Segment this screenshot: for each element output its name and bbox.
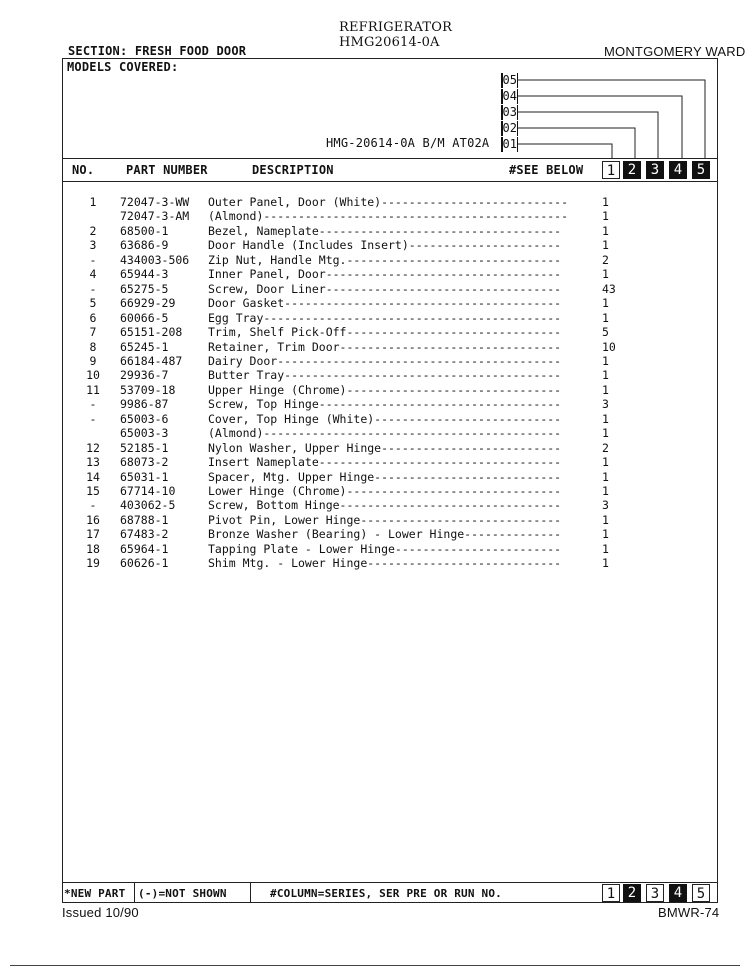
- part-no: 8: [89, 339, 97, 354]
- part-quantity: 1: [602, 368, 609, 383]
- footer-top-rule: [62, 882, 718, 883]
- part-description: Tapping Plate - Lower Hinge------------------------: [208, 541, 562, 556]
- part-number: 65003-6: [120, 411, 169, 426]
- part-description: Door Handle (Includes Insert)----------------------: [208, 238, 562, 253]
- column-note: #COLUMN=SERIES, SER PRE OR RUN NO.: [270, 887, 502, 900]
- part-quantity: 1: [602, 296, 609, 311]
- part-quantity: 1: [602, 209, 609, 224]
- part-no: 4: [89, 267, 97, 282]
- part-description: Dairy Door-----------------------------------------: [208, 353, 562, 368]
- part-quantity: 1: [602, 382, 609, 397]
- part-quantity: 1: [602, 238, 609, 253]
- part-number: 65964-1: [120, 541, 169, 556]
- header-bottom-rule: [62, 181, 718, 182]
- part-no: 7: [89, 325, 97, 340]
- part-quantity: 43: [602, 281, 616, 296]
- table-row: [0, 340, 750, 354]
- table-row: [0, 267, 750, 281]
- part-description: Egg Tray-------------------------------------------: [208, 310, 562, 325]
- part-number: 63686-9: [120, 238, 169, 253]
- part-no: -: [89, 498, 97, 513]
- part-no: 17: [86, 527, 100, 542]
- table-row: [0, 397, 750, 411]
- part-description: Cover, Top Hinge (White)---------------------------: [208, 411, 562, 426]
- part-no: -: [89, 252, 97, 267]
- table-row: [0, 527, 750, 541]
- part-no: -: [89, 281, 97, 296]
- part-description: Upper Hinge (Chrome)-------------------------------: [208, 382, 562, 397]
- footer-series-4: 4: [669, 884, 687, 902]
- part-number: 60626-1: [120, 556, 169, 571]
- not-shown-legend: (-)=NOT SHOWN: [138, 887, 227, 900]
- part-description: Lower Hinge (Chrome)-------------------------------: [208, 484, 562, 498]
- part-quantity: 1: [602, 310, 609, 325]
- part-description: (Almond)-------------------------------------------: [208, 426, 562, 441]
- part-quantity: 1: [602, 267, 609, 282]
- model-tab-02: 02: [502, 121, 517, 135]
- part-number: 66929-29: [120, 296, 176, 311]
- part-quantity: 2: [602, 252, 609, 267]
- part-description: Inner Panel, Door----------------------------------: [208, 267, 562, 282]
- brand-name: MONTGOMERY WARD: [604, 44, 746, 59]
- part-description: Screw, Bottom Hinge--------------------------------: [208, 498, 562, 513]
- part-number: 66184-487: [120, 353, 183, 368]
- part-number: 65275-5: [120, 281, 169, 296]
- col-description: DESCRIPTION: [252, 163, 334, 177]
- models-covered-label: MODELS COVERED:: [67, 60, 179, 74]
- part-number: 68073-2: [120, 455, 169, 470]
- part-quantity: 1: [602, 512, 609, 527]
- part-description: Trim, Shelf Pick-Off-------------------------------: [208, 325, 562, 340]
- part-number: 403062-5: [120, 498, 176, 513]
- table-row: [0, 253, 750, 267]
- table-row: [0, 195, 750, 209]
- part-quantity: 1: [602, 541, 609, 556]
- part-description: Bezel, Nameplate-----------------------------------: [208, 223, 562, 238]
- table-row: [0, 513, 750, 527]
- series-col-4: 4: [669, 161, 687, 179]
- part-number: 53709-18: [120, 382, 176, 397]
- table-row: [0, 556, 750, 570]
- series-col-3: 3: [646, 161, 664, 179]
- model-tab-05: 05: [502, 73, 517, 87]
- part-no: 16: [86, 512, 100, 527]
- part-no: 15: [86, 484, 100, 498]
- new-part-legend: *NEW PART: [64, 887, 126, 900]
- part-quantity: 1: [602, 484, 609, 498]
- part-description: Door Gasket----------------------------------------: [208, 296, 562, 311]
- part-no: 11: [86, 382, 100, 397]
- section-label: SECTION: FRESH FOOD DOOR: [68, 44, 247, 58]
- part-no: 2: [89, 223, 97, 238]
- part-description: Butter Tray----------------------------------------: [208, 368, 562, 383]
- series-col-5: 5: [692, 161, 710, 179]
- table-row: [0, 455, 750, 469]
- footer-divider-1: [134, 883, 135, 902]
- part-description: Screw, Top Hinge-----------------------------------: [208, 397, 562, 412]
- model-tab-connectors: [0, 0, 750, 170]
- part-number: 60066-5: [120, 310, 169, 325]
- part-number: 434003-506: [120, 252, 190, 267]
- table-row: [0, 383, 750, 397]
- document-code: BMWR-74: [658, 905, 720, 920]
- models-covered-line: HMG-20614-0A B/M AT02A: [326, 136, 490, 150]
- part-number: 65944-3: [120, 267, 169, 282]
- part-number: 52185-1: [120, 440, 169, 455]
- model-tab-03: 03: [502, 105, 517, 119]
- part-quantity: 1: [602, 426, 609, 441]
- table-row: [0, 354, 750, 368]
- part-description: Zip Nut, Handle Mtg.-------------------------------: [208, 252, 562, 267]
- part-description: (Almond)--------------------------------------------: [208, 209, 569, 224]
- part-no: 6: [89, 310, 97, 325]
- part-description: Nylon Washer, Upper Hinge--------------------------: [208, 440, 562, 455]
- footer-series-2: 2: [623, 884, 641, 902]
- part-quantity: 10: [602, 339, 616, 354]
- table-row: [0, 296, 750, 310]
- part-quantity: 1: [602, 353, 609, 368]
- part-description: Bronze Washer (Bearing) - Lower Hinge--------------: [208, 527, 562, 542]
- part-quantity: 1: [602, 556, 609, 571]
- table-row: [0, 484, 750, 498]
- page-bottom-rule: [10, 965, 740, 966]
- part-description: Insert Nameplate-----------------------------------: [208, 455, 562, 470]
- part-quantity: 3: [602, 498, 609, 513]
- table-row: [0, 209, 750, 223]
- model-tab-04: 04: [502, 89, 517, 103]
- part-no: 18: [86, 541, 100, 556]
- table-row: [0, 311, 750, 325]
- table-row: [0, 470, 750, 484]
- part-description: Shim Mtg. - Lower Hinge----------------------------: [208, 556, 562, 571]
- part-no: 1: [89, 195, 97, 209]
- header-top-rule: [62, 158, 718, 159]
- model-tab-01: 01: [502, 137, 517, 151]
- part-quantity: 1: [602, 527, 609, 542]
- part-quantity: 3: [602, 397, 609, 412]
- part-no: 13: [86, 455, 100, 470]
- part-no: 10: [86, 368, 100, 383]
- series-col-2: 2: [623, 161, 641, 179]
- table-row: [0, 498, 750, 512]
- part-number: 29936-7: [120, 368, 169, 383]
- part-number: 65003-3: [120, 426, 169, 441]
- part-number: 72047-3-AM: [120, 209, 190, 224]
- part-description: Screw, Door Liner----------------------------------: [208, 281, 562, 296]
- part-quantity: 1: [602, 469, 609, 484]
- part-description: Pivot Pin, Lower Hinge-----------------------------: [208, 512, 562, 527]
- part-number: 65151-208: [120, 325, 183, 340]
- part-quantity: 1: [602, 411, 609, 426]
- table-row: [0, 426, 750, 440]
- part-quantity: 1: [602, 223, 609, 238]
- part-quantity: 1: [602, 195, 609, 209]
- part-description: Outer Panel, Door (White)---------------------------: [208, 195, 569, 209]
- part-quantity: 1: [602, 455, 609, 470]
- table-row: [0, 412, 750, 426]
- part-no: -: [89, 411, 97, 426]
- part-number: 65031-1: [120, 469, 169, 484]
- part-no: 14: [86, 469, 100, 484]
- part-no: 5: [89, 296, 97, 311]
- part-number: 68788-1: [120, 512, 169, 527]
- table-row: [0, 441, 750, 455]
- issued-date: Issued 10/90: [62, 905, 139, 920]
- part-quantity: 5: [602, 325, 609, 340]
- part-quantity: 2: [602, 440, 609, 455]
- part-number: 65245-1: [120, 339, 169, 354]
- table-row: [0, 238, 750, 252]
- part-number: 68500-1: [120, 223, 169, 238]
- footer-series-3: 3: [646, 884, 664, 902]
- document-title: REFRIGERATOR: [339, 20, 453, 35]
- table-row: [0, 224, 750, 238]
- part-number: 67714-10: [120, 484, 176, 498]
- table-row: [0, 542, 750, 556]
- table-row: [0, 325, 750, 339]
- footer-divider-2: [250, 883, 251, 902]
- part-no: 3: [89, 238, 97, 253]
- part-description: Retainer, Trim Door--------------------------------: [208, 339, 562, 354]
- part-no: 19: [86, 556, 100, 571]
- col-part-number: PART NUMBER: [126, 163, 208, 177]
- footer-series-1: 1: [602, 884, 620, 902]
- part-description: Spacer, Mtg. Upper Hinge---------------------------: [208, 469, 562, 484]
- part-number: 9986-87: [120, 397, 169, 412]
- footer-series-5: 5: [692, 884, 710, 902]
- table-row: [0, 282, 750, 296]
- part-no: -: [89, 397, 97, 412]
- part-number: 67483-2: [120, 527, 169, 542]
- table-row: [0, 368, 750, 382]
- part-no: 12: [86, 440, 100, 455]
- col-no: NO.: [72, 163, 95, 177]
- series-col-1: 1: [602, 161, 620, 179]
- part-number: 72047-3-WW: [120, 195, 190, 209]
- part-no: 9: [89, 353, 97, 368]
- col-see-below: #SEE BELOW: [509, 163, 584, 177]
- model-number: HMG20614-0A: [339, 35, 440, 50]
